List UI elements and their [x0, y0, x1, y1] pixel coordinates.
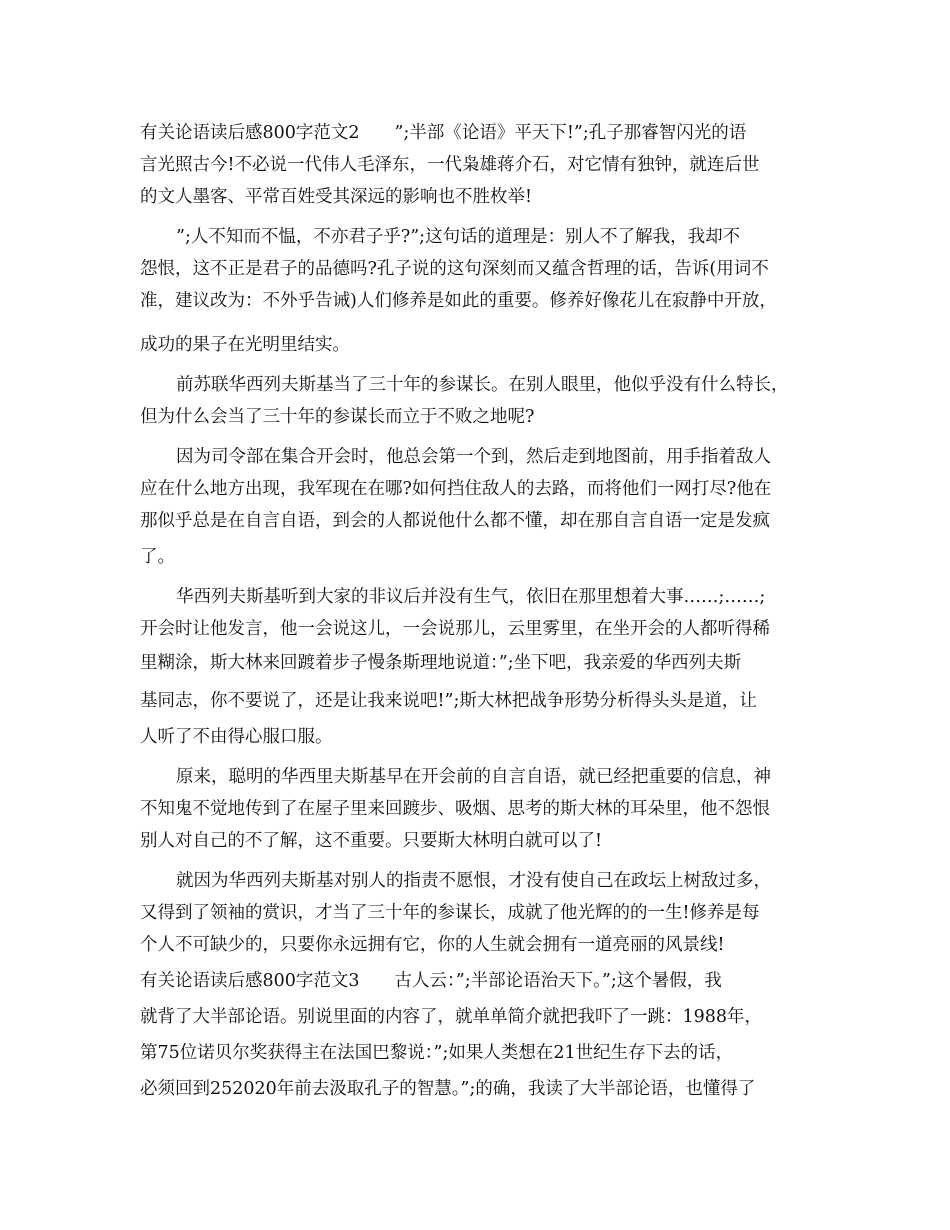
text-line: 里糊涂，斯大林来回踱着步子慢条斯理地说道：”;坐下吧，我亲爱的华西列夫斯	[140, 653, 742, 673]
text-line: 前苏联华西列夫斯基当了三十年的参谋长。在别人眼里，他似乎没有什么特长，	[176, 375, 789, 395]
text-line: 有关论语读后感800字范文3 古人云：”;半部论语治天下。”;这个暑假，我	[140, 971, 722, 991]
text-line: 准，建议改为：不外乎告诫)人们修养是如此的重要。修养好像花儿在寂静中开放，	[140, 291, 777, 311]
text-line: 应在什么地方出现，我军现在在哪?如何挡住敌人的去路，而将他们一网打尽?他在	[140, 479, 772, 499]
text-line: 个人不可缺少的，只要你永远拥有它，你的人生就会拥有一道亮丽的风景线!	[140, 935, 725, 955]
text-line: 必须回到252020年前去汲取孔子的智慧。”;的确，我读了大半部论语，也懂得了	[140, 1079, 756, 1099]
text-line: 因为司令部在集合开会时，他总会第一个到，然后走到地图前，用手指着敌人	[176, 447, 771, 467]
text-line: 开会时让他发言，他一会说这儿，一会说那儿，云里雾里，在坐开会的人都听得稀	[140, 619, 770, 639]
text-line: 华西列夫斯基听到大家的非议后并没有生气，依旧在那里想着大事……;……;	[176, 587, 766, 607]
text-line: ”;人不知而不愠，不亦君子乎?”;这句话的道理是：别人不了解我，我却不	[176, 227, 741, 247]
text-line: 言光照古今!不必说一代伟人毛泽东，一代枭雄蒋介石，对它情有独钟，就连后世	[140, 155, 760, 175]
text-line: 又得到了领袖的赏识，才当了三十年的参谋长，成就了他光辉的的一生!修养是每	[140, 903, 760, 923]
text-line: 基同志，你不要说了，还是让我来说吧!”;斯大林把战争形势分析得头头是道，让	[140, 691, 757, 711]
text-line: 别人对自己的不了解，这不重要。只要斯大林明白就可以了!	[140, 831, 603, 851]
text-line: 成功的果子在光明里结实。	[140, 335, 350, 355]
text-line: 就背了大半部论语。别说里面的内容了，就单单简介就把我吓了一跳：1988年，	[140, 1007, 763, 1027]
text-line: 不知鬼不觉地传到了在屋子里来回踱步、吸烟、思考的斯大林的耳朵里，他不怨恨	[140, 799, 770, 819]
text-line: 人听了不由得心服口服。	[140, 727, 333, 747]
text-line: 了。	[140, 547, 175, 567]
text-line: 那似乎总是在自言自语，到会的人都说他什么都不懂，却在那自言自语一定是发疯	[140, 511, 770, 531]
text-line: 就因为华西列夫斯基对别人的指责不愿恨，才没有使自己在政坛上树敌过多，	[176, 871, 771, 891]
text-line: 有关论语读后感800字范文2 ”;半部《论语》平天下!”;孔子那睿智闪光的语	[140, 123, 747, 143]
text-line: 怨恨，这不正是君子的品德吗?孔子说的这句深刻而又蕴含哲理的话，告诉(用词不	[140, 259, 769, 279]
text-line: 第75位诺贝尔奖获得主在法国巴黎说：”;如果人类想在21世纪生存下去的话，	[140, 1043, 734, 1063]
text-line: 但为什么会当了三十年的参谋长而立于不败之地呢?	[140, 407, 535, 427]
text-line: 原来，聪明的华西里夫斯基早在开会前的自言自语，就已经把重要的信息，神	[176, 767, 771, 787]
text-line: 的文人墨客、平常百姓受其深远的影响也不胜枚举!	[140, 187, 533, 207]
